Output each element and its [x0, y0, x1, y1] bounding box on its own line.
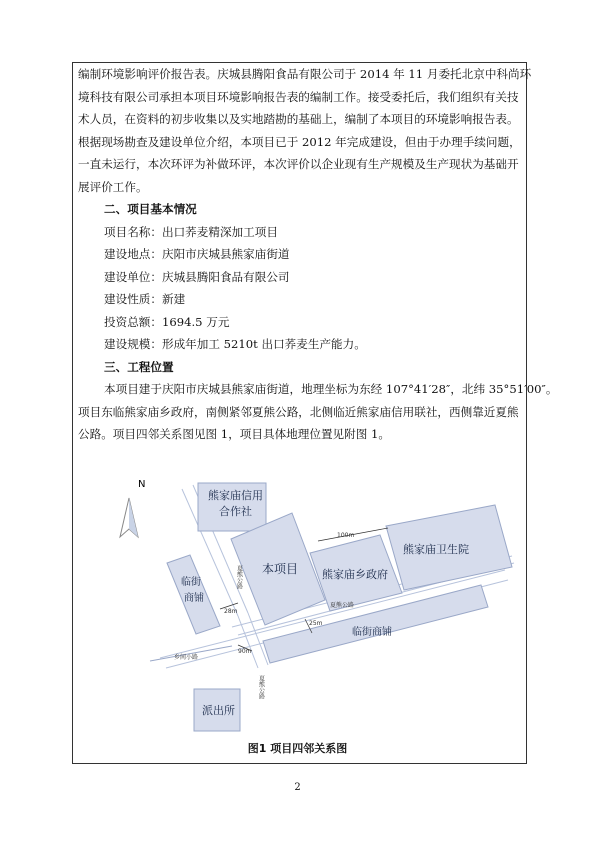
- project-label: 本项目: [262, 562, 299, 576]
- dist-28-label: 28m: [224, 608, 238, 615]
- clinic-label: 熊家庙卫生院: [403, 543, 469, 556]
- location-line-3: 公路。项目四邻关系图见图 1，项目具体地理位置见附图 1。: [78, 427, 390, 441]
- north-label: N: [138, 479, 146, 490]
- credit-union-label-1: 熊家庙信用: [208, 489, 263, 502]
- road-south-label: 夏熊公路: [330, 602, 355, 609]
- road-south2-label: 夏熊公路: [257, 675, 265, 699]
- west-shops-label-2: 商铺: [184, 593, 204, 604]
- info-scale: 建设规模：形成年加工 5210t 出口荞麦生产能力。: [104, 337, 366, 351]
- dist-25-label: 25m: [309, 620, 323, 627]
- section2-heading: 二、项目基本情况: [104, 202, 197, 216]
- section3-heading: 三、工程位置: [104, 360, 174, 374]
- south-shops-label: 临街商铺: [352, 627, 392, 638]
- figure-caption: 图1 项目四邻关系图: [247, 742, 348, 755]
- dist-100-label: 100m: [337, 532, 355, 539]
- info-unit: 建设单位：庆城县腾阳食品有限公司: [104, 270, 290, 284]
- intro-line-5: 一直未运行，本次环评为补做环评，本次评价以企业现有生产规模及生产现状为基础开: [78, 157, 519, 171]
- intro-line-3: 术人员，在资料的初步收集以及实地踏勘的基础上，编制了本项目的环境影响报告表。: [78, 112, 519, 126]
- village-road-label: 乡间小路: [174, 654, 199, 661]
- township-gov-label: 熊家庙乡政府: [322, 568, 388, 581]
- neighborhood-map: [0, 445, 595, 745]
- page-number: 2: [294, 782, 301, 793]
- location-line-1: 本项目建于庆阳市庆城县熊家庙街道，地理坐标为东经 107°41′28″，北纬 35°51′00″。: [104, 382, 558, 396]
- info-location: 建设地点：庆阳市庆城县熊家庙街道: [104, 247, 290, 261]
- info-nature: 建设性质：新建: [104, 292, 186, 306]
- intro-line-6: 展评价工作。: [78, 180, 148, 194]
- police-label: 派出所: [202, 704, 235, 717]
- location-line-2: 项目东临熊家庙乡政府，南侧紧邻夏熊公路，北侧临近熊家庙信用联社，西侧靠近夏熊: [78, 405, 519, 419]
- info-investment: 投资总额：1694.5 万元: [104, 315, 230, 329]
- info-project-name: 项目名称：出口荞麦精深加工项目: [104, 225, 278, 239]
- intro-line-1: 编制环境影响评价报告表。庆城县腾阳食品有限公司于 2014 年 11 月委托北京中科尚环: [78, 67, 532, 81]
- road-west-label: 夏熊公路: [235, 565, 243, 589]
- west-shops-label-1: 临街: [181, 577, 201, 588]
- intro-line-4: 根据现场勘查及建设单位介绍，本项目已于 2012 年完成建设，但由于办理手续问题，: [78, 135, 521, 149]
- dist-90-label: 90m: [238, 648, 252, 655]
- credit-union-label-2: 合作社: [219, 505, 252, 518]
- intro-line-2: 境科技有限公司承担本项目环境影响报告表的编制工作。接受委托后，我们组织有关技: [78, 90, 519, 104]
